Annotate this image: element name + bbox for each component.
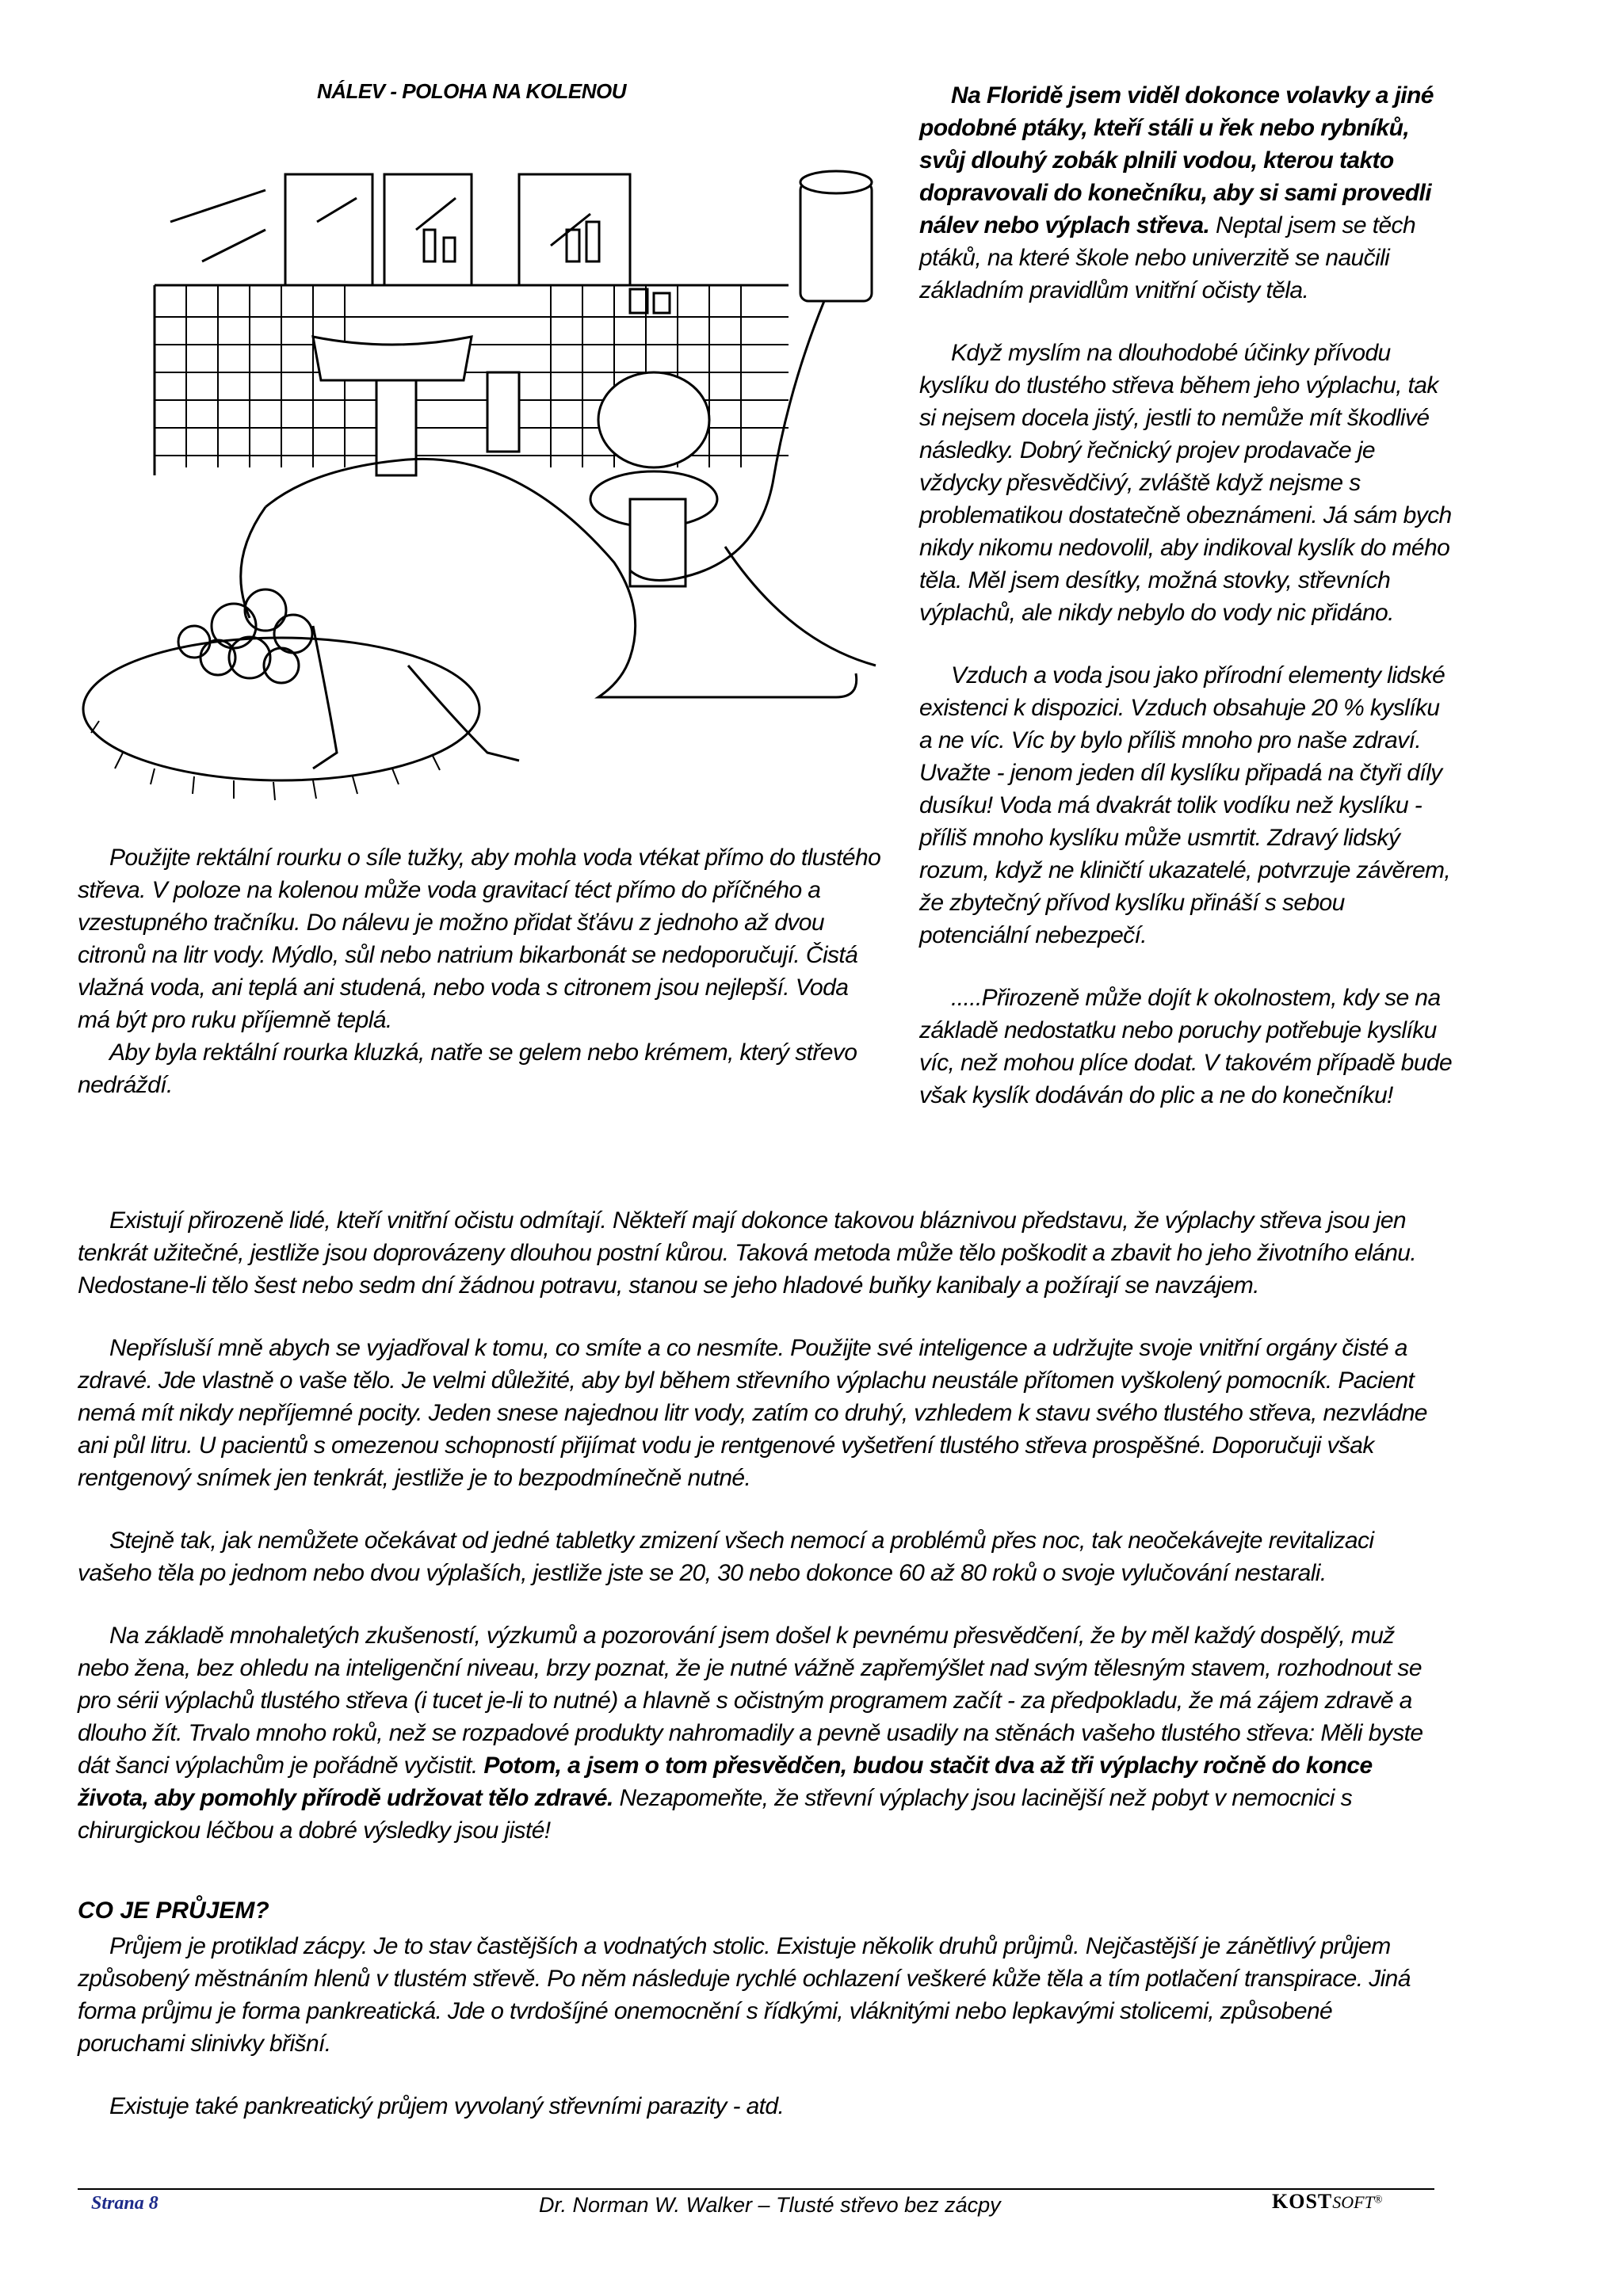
logo-kost: KOST [1272, 2190, 1333, 2213]
body-paragraph-4-start: Na základě mnohaletých zkušeností, výzkumů a pozorování jsem došel k pevnému přesvědčení, že by měl každý dospělý, muž nebo žena, bez ohledu na inteligenční niveau, brzy poznat, že je nutné vážně zapřemýšlet nad svým tělesným stavem, rozhodnout se pro sérii výplachů tlustého střeva (i tucet je-li to nutné) a hlavně s očistným programem začít - za předpokladu, že má zájem zdravě a dlouho žít. Trvalo mnoho roků, než se rozpadové produkty nahromadily a pevně usadily na stěnách vašeho tlustého střeva: Měli byste dát šanci výplachům je pořádně vyčistit. [78, 1623, 1423, 1779]
body-paragraph-1: Existují přirozeně lidé, kteří vnitřní očistu odmítají. Někteří mají dokonce takovou bláznivou představu, že výplachy střeva jsou jen tenkrát užitečné, jestliže jsou doprovázeny dlouhou postní kůrou. Taková metoda může tělo poškodit a zbavit ho jeho životního elánu. Nedostane-li tělo šest nebo sedm dní žádnou potravu, stanou se jeho hladové buňky kanibaly a požírají se navzájem. [78, 1207, 1417, 1299]
body-paragraph-4-end: Nezapomeňte, že střevní výplachy jsou lacinější než pobyt v nemocnici s chirurgickou léčbou a dobré výsledky jsou jisté! [78, 1785, 1353, 1844]
paragraph-lungs: .....Přirozeně může dojít k okolnostem, kdy se na základě nedostatku nebo poruchy potřebuje kyslíku víc, než mohou plíce dodat. V takovém případě bude však kyslík dodáván do plic a ne do konečníku! [919, 985, 1453, 1108]
body-paragraph-3: Stejně tak, jak nemůžete očekávat od jedné tabletky zmizení všech nemocí a problémů přes noc, tak neočekávejte revitalizaci vašeho těla po jednom nebo dvou výplaších, jestliže jste se 20, 30 nebo dokonce 60 až 80 roků o svoje vylučování nestarali. [78, 1527, 1374, 1586]
paragraph-herons-bold: Na Floridě jsem viděl dokonce volavky a jiné podobné ptáky, kteří stáli u řek nebo rybníků, svůj dlouhý zobák plnili vodou, kterou takto dopravovali do konečníku, aby si sami provedli nálev nebo výplach střeva. [919, 82, 1434, 238]
footer-book-title: Dr. Norman W. Walker – Tlusté střevo bez zácpy [539, 2193, 1001, 2217]
paragraph-air-water: Vzduch a voda jsou jako přírodní elementy lidské existenci k dispozici. Vzduch obsahuje 20 % kyslíku a ne víc. Víc by bylo příliš mnoho pro naše zdraví. Uvažte - jenom jeden díl kyslíku připadá na čtyři díly dusíku! Voda má dvakrát tolik vodíku než kyslíku - příliš mnoho kyslíku může usmrtit. Zdravý lidský rozum, když ne kliničtí ukazatelé, potvrzuje závěrem, že zbytečný přívod kyslíku přináší s sebou potenciální nebezpečí. [919, 662, 1451, 948]
logo-registered: ® [1373, 2194, 1383, 2206]
section-heading: CO JE PRŮJEM? [78, 1897, 269, 1924]
person-kneeling-enema-bathroom-illustration [75, 151, 884, 808]
caption-paragraph-tube: Použijte rektální rourku o síle tužky, aby mohla voda vtékat přímo do tlustého střeva. V poloze na kolenou může voda gravitací téct přímo do příčného a vzestupného tračníku. Do nálevu je možno přidat šťávu z jednoho až dvou citronů na litr vody. Mýdlo, sůl nebo natrium bikarbonát se nedoporučují. Čistá vlažná voda, ani teplá ani studená, nebo voda s citronem jsou nejlepší. Voda má být pro ruku příjemně teplá. [78, 845, 881, 1033]
section-paragraph-1: Průjem je protiklad zácpy. Je to stav častějších a vodnatých stolic. Existuje několik druhů průjmů. Nejčastější je zánětlivý průjem způsobený městnáním hlenů v tlustém střevě. Po něm následuje rychlé ochlazení veškeré kůže těla a tím potlačení transpirace. Jiná forma průjmu je forma pankreatická. Jde o tvrdošíjné onemocnění s řídkými, vláknitými nebo lepkavými stolicemi, způsobené poruchami slinivky břišní. [78, 1933, 1411, 2057]
paragraph-herons-rest: Neptal jsem se těch ptáků, na které škole nebo univerzitě se naučili základním pravidlům vnitřní očisty těla. [919, 212, 1416, 303]
paragraph-oxygen-effects: Když myslím na dlouhodobé účinky přívodu kyslíku do tlustého střeva během jeho výplachu, tak si nejsem docela jistý, jestli to nemůže mít škodlivé následky. Dobrý řečnický projev prodavače je vždycky přesvědčivý, zvláště když nejsme s problematikou dostatečně obeznámeni. Já sám bych nikdy nikomu nedovolil, aby indikoval kyslík do mého těla. Měl jsem desítky, možná stovky, střevních výplachů, ale nikdy nebylo do vody nic přidáno. [919, 340, 1452, 626]
main-body-text [78, 1204, 1441, 1877]
body-paragraph-4-bold: Potom, a jsem o tom přesvědčen, budou stačit dva až tři výplachy ročně do konce života, aby pomohly přírodě udržovat tělo zdravé. [78, 1753, 1373, 1811]
caption-paragraph-gel: Aby byla rektální rourka kluzká, natře se gelem nebo krémem, který střevo nedráždí. [78, 1039, 857, 1098]
section-text [78, 1930, 1441, 2153]
footer-page-number: Strana 8 [91, 2193, 158, 2214]
section-paragraph-2: Existuje také pankreatický průjem vyvolaný střevními parazity - atd. [109, 2093, 785, 2119]
body-paragraph-2: Nepřísluší mně abych se vyjadřoval k tomu, co smíte a co nesmíte. Použijte své inteligence a udržujte svoje vnitřní orgány čisté a zdravé. Jde vlastně o vaše tělo. Je velmi důležité, aby byl během střevního výplachu neustále přítomen vyškolený pomocník. Pacient nemá mít nikdy nepříjemné pocity. Jeden snese najednou litr vody, zatím co druhý, vzhledem k stavu svého tlustého střeva, nezvládne ani půl litru. U pacientů s omezenou schopností přijímat vodu je rentgenové vyšetření tlustého střeva prospěšné. Doporučuji však rentgenový snímek jen tenkrát, jestliže je to bezpodmínečně nutné. [78, 1335, 1427, 1491]
footer-divider [78, 2188, 1434, 2190]
logo-soft: SOFT [1332, 2192, 1374, 2212]
right-column-text [919, 79, 1458, 1142]
body-paragraph-4 [78, 1619, 1441, 1847]
figure-caption [78, 841, 886, 1101]
publisher-logo [1272, 2190, 1382, 2214]
paragraph-herons [919, 79, 1458, 307]
figure-title: NÁLEV - POLOHA NA KOLENOU [317, 79, 627, 103]
